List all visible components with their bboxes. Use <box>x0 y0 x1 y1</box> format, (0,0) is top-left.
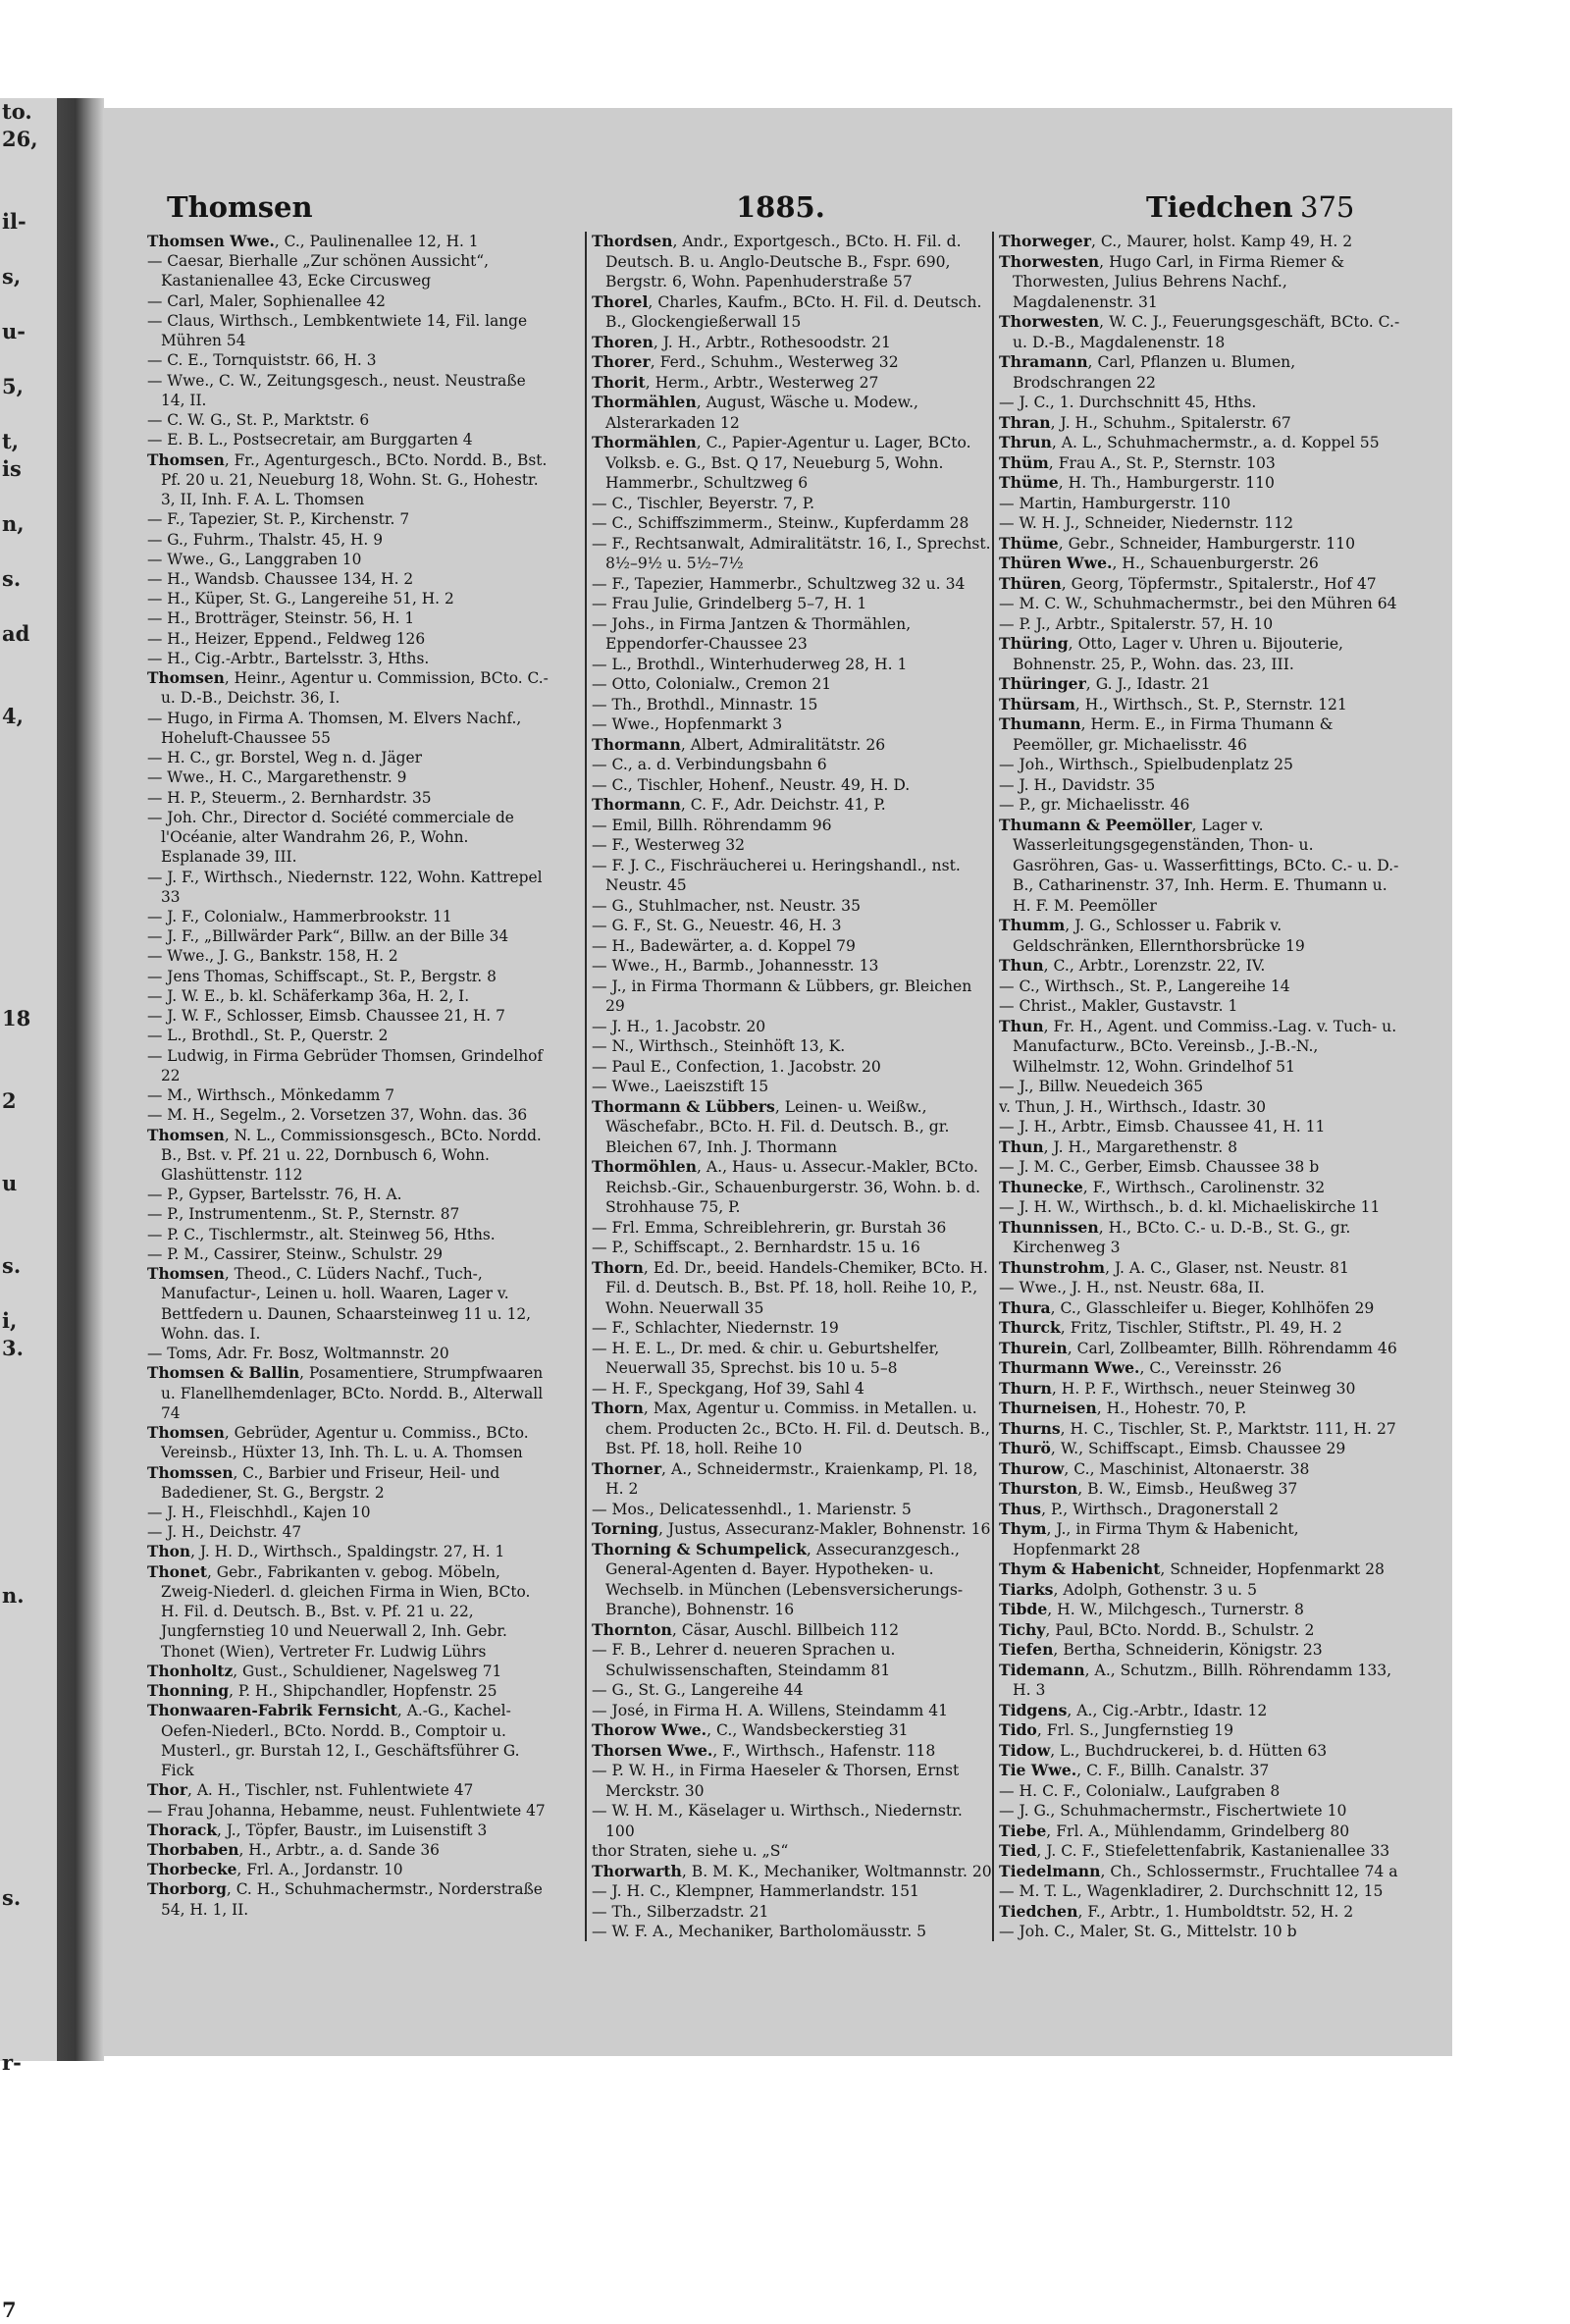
previous-page-fragment: 3. <box>2 1336 24 1360</box>
directory-entry: Thornton, Cäsar, Auschl. Billbeich 112 <box>592 1619 900 1639</box>
directory-entry: — J. C., 1. Durchschnitt 45, Hths. <box>999 394 1257 411</box>
directory-entry: Tidemann, A., Schutzm., Billh. Röhrendamm 133, H. 3 <box>999 1660 1392 1699</box>
directory-entry: — J. W. F., Schlosser, Eimsb. Chaussee 21, H. 7 <box>147 1007 505 1026</box>
previous-page-fragment <box>0 181 57 208</box>
directory-entry: Thordsen, Andr., Exportgesch., BCto. H. Fil. d. Deutsch. B. u. Anglo-Deutsche B., Fspr. 690, Bergstr. 6, Wohn. Papenhuderstraße 57 <box>592 232 962 290</box>
directory-entry: — M. H., Segelm., 2. Vorsetzen 37, Wohn. das. 36 <box>147 1106 528 1125</box>
previous-page-fragment <box>0 2104 57 2132</box>
directory-entry: v. Thun, J. H., Wirthsch., Idastr. 30 <box>999 1097 1267 1116</box>
previous-page-fragment: s. <box>2 1885 22 1910</box>
previous-page-fragment <box>0 236 57 263</box>
directory-entry: — J. H. W., Wirthsch., b. d. kl. Michaeliskirche 11 <box>999 1198 1381 1216</box>
directory-entry: Thorner, A., Schneidermstr., Kraienkamp, Pl. 18, H. 2 <box>592 1458 978 1498</box>
directory-entry: Tibde, H. W., Milchgesch., Turnerstr. 8 <box>999 1600 1304 1618</box>
directory-entry: — J. W. E., b. kl. Schäferkamp 36a, H. 2, I. <box>147 986 470 1005</box>
previous-page-fragment <box>0 840 57 868</box>
previous-page-fragment <box>0 1719 57 1747</box>
directory-entry: — Wwe., Laeiszstift 15 <box>592 1078 769 1095</box>
previous-page-fragment <box>0 1472 57 1500</box>
directory-entry: — L., Brothdl., Winterhuderweg 28, H. 1 <box>592 655 908 673</box>
directory-entry: — Christ., Makler, Gustavstr. 1 <box>999 997 1238 1015</box>
previous-page-fragment <box>0 2022 57 2049</box>
directory-entry: — H. C. F., Colonialw., Laufgraben 8 <box>999 1781 1281 1800</box>
previous-page-fragment <box>0 950 57 977</box>
directory-entry: Thor, A. H., Tischler, nst. Fuhlentwiete 47 <box>147 1781 474 1800</box>
directory-entry: Thonholtz, Gust., Schuldiener, Nagelsweg 71 <box>147 1662 502 1680</box>
previous-page-fragment <box>0 345 57 373</box>
previous-page-fragment <box>0 895 57 923</box>
previous-page-fragment: 2 <box>2 1088 17 1113</box>
directory-entry: — H., Brotträger, Steinstr. 56, H. 1 <box>147 609 415 628</box>
previous-page-fragment <box>0 2214 57 2242</box>
directory-entry: Thorweger, C., Maurer, holst. Kamp 49, H. 2 <box>999 232 1353 250</box>
directory-entry: Thormöhlen, A., Haus- u. Assecur.-Makler, BCto. Reichsb.-Gir., Schauenburgerstr. 36, Wohn. b. d. Strohhause 75, P. <box>592 1157 981 1216</box>
previous-page-fragment: 5, <box>2 374 24 398</box>
previous-page-fragment: u- <box>2 319 26 343</box>
previous-page-fragment: t, <box>2 429 20 453</box>
previous-page-fragment: i, <box>2 1308 18 1333</box>
column-divider <box>585 232 587 1941</box>
directory-entry: — Wwe., J. G., Bankstr. 158, H. 2 <box>147 947 398 966</box>
directory-entry: — Wwe., H., Barmb., Johannesstr. 13 <box>592 957 879 975</box>
directory-entry: Thürsam, H., Wirthsch., St. P., Sternstr. 121 <box>999 694 1347 713</box>
previous-page-edge <box>0 98 57 2322</box>
previous-page-fragment <box>0 977 57 1005</box>
directory-entry: Torning, Justus, Assecuranz-Makler, Bohnenstr. 16 <box>592 1519 991 1538</box>
previous-page-fragment <box>0 290 57 318</box>
directory-entry: Tidgens, A., Cig.-Arbtr., Idastr. 12 <box>999 1700 1268 1719</box>
page-number: 375 <box>1300 190 1355 224</box>
directory-entry: Thon, J. H. D., Wirthsch., Spaldingstr. 27, H. 1 <box>147 1543 505 1561</box>
directory-entry: — H., Heizer, Eppend., Feldweg 126 <box>147 629 426 648</box>
directory-entry: — L., Brothdl., St. P., Querstr. 2 <box>147 1027 389 1045</box>
previous-page-fragment <box>0 1637 57 1664</box>
directory-entry: — F. B., Lehrer d. neueren Sprachen u. Schulwissenschaften, Steindamm 81 <box>592 1641 896 1679</box>
directory-entry: — Hugo, in Firma A. Thomsen, M. Elvers Nachf., Hoheluft-Chaussee 55 <box>147 709 522 747</box>
directory-entry: Thorning & Schumpelick, Assecuranzgesch., General-Agenten d. Bayer. Hypotheken- u. Wechselb. in München (Lebensversicherungs-Branche), Bohnenstr. 16 <box>592 1539 964 1618</box>
directory-entry: — P., Gypser, Bartelsstr. 76, H. A. <box>147 1186 402 1204</box>
directory-entry: Thura, C., Glasschleifer u. Bieger, Kohlhöfen 29 <box>999 1297 1375 1317</box>
directory-entry: — Martin, Hamburgerstr. 110 <box>999 494 1230 512</box>
directory-entry: — J., in Firma Thormann & Lübbers, gr. Bleichen 29 <box>592 977 972 1015</box>
previous-page-fragment <box>0 1142 57 1170</box>
directory-entry: Thurneisen, H., Hohestr. 70, P. <box>999 1399 1247 1417</box>
previous-page-fragment <box>0 923 57 950</box>
directory-entry: Thurein, Carl, Zollbeamter, Billh. Röhrendamm 46 <box>999 1338 1397 1357</box>
directory-entry: — H., Küper, St. G., Langereihe 51, H. 2 <box>147 590 454 608</box>
directory-entry: — Mos., Delicatessenhdl., 1. Marienstr. 5 <box>592 1500 912 1518</box>
previous-page-fragment <box>0 1445 57 1472</box>
directory-entry: Thorwesten, Hugo Carl, in Firma Riemer & Thorwesten, Julius Behrens Nachf., Magdalenenstr. 31 <box>999 251 1345 311</box>
directory-entry: — Wwe., H. C., Margarethenstr. 9 <box>147 768 407 787</box>
directory-entry: — J. H., Arbtr., Eimsb. Chaussee 41, H. 11 <box>999 1118 1326 1136</box>
directory-entry: Thormählen, C., Papier-Agentur u. Lager, BCto. Volksb. e. G., Bst. Q 17, Neueburg 5, Wohn. Hammerbr., Schultzweg 6 <box>592 433 971 492</box>
directory-entry: Thunstrohm, J. A. C., Glaser, nst. Neustr. 81 <box>999 1257 1349 1277</box>
directory-entry: Tiedelmann, Ch., Schlossermstr., Fruchtallee 74 a <box>999 1861 1398 1880</box>
previous-page-fragment <box>0 1994 57 2022</box>
directory-entry: — Wwe., Hopfenmarkt 3 <box>592 715 783 733</box>
directory-entry: — Th., Silberzadstr. 21 <box>592 1902 769 1921</box>
directory-entry: Thüme, Gebr., Schneider, Hamburgerstr. 110 <box>999 533 1355 553</box>
previous-page-fragment <box>0 538 57 565</box>
directory-entry: Thormählen, August, Wäsche u. Modew., Alsterarkaden 12 <box>592 393 918 432</box>
book-binding-shadow <box>57 98 104 2061</box>
previous-page-fragment: 18 <box>2 1006 31 1030</box>
previous-page-fragment <box>0 1912 57 1939</box>
previous-page-fragment <box>0 1664 57 1692</box>
directory-entry: — P. J., Arbtr., Spitalerstr. 57, H. 10 <box>999 614 1274 633</box>
directory-entry: Thurow, C., Maschinist, Altonaerstr. 38 <box>999 1458 1310 1478</box>
directory-entry: Thorn, Ed. Dr., beeid. Handels-Chemiker, BCto. H. Fil. d. Deutsch. B., Bst. Pf. 18, holl. Reihe 10, P., Wohn. Neuerwall 35 <box>592 1257 988 1317</box>
directory-entry: — J. F., „Billwärder Park“, Billw. an der Bille 34 <box>147 927 509 946</box>
previous-page-fragment <box>0 1829 57 1857</box>
directory-entry: — Joh., Wirthsch., Spielbudenplatz 25 <box>999 756 1293 773</box>
previous-page-fragment <box>0 1857 57 1884</box>
directory-entry: Thomsen, Gebrüder, Agentur u. Commiss., BCto. Vereinsb., Hüxter 13, Inh. Th. L. u. A. Thomsen <box>147 1424 529 1462</box>
directory-column-1 <box>147 232 550 1920</box>
directory-entry: Thüringer, G. J., Idastr. 21 <box>999 674 1211 693</box>
directory-entry: Thonet, Gebr., Fabrikanten v. gebog. Möbeln, Zweig-Niederl. d. gleichen Firma in Wien, BCto. H. Fil. d. Deutsch. B., Bst. v. Pf. 21 u. 22, Jungfernstieg 10 und Neuerwall 2, Inh. Gebr. Thonet (Wien), Vertreter Fr. Ludwig Lührs <box>147 1562 531 1661</box>
directory-entry: Thurmann Wwe., C., Vereinsstr. 26 <box>999 1358 1282 1377</box>
directory-entry: Thoren, J. H., Arbtr., Rothesoodstr. 21 <box>592 332 891 351</box>
previous-page-fragment: n, <box>2 511 25 536</box>
directory-entry: — H., Badewärter, a. d. Koppel 79 <box>592 936 856 955</box>
directory-entry: — Joh. Chr., Director d. Société commerciale de l'Océanie, alter Wandrahm 26, P., Wohn. Esplanade 39, III. <box>147 808 514 867</box>
directory-entry: — P., gr. Michaelisstr. 46 <box>999 796 1190 814</box>
header-right-keyword: Tiedchen <box>1146 190 1293 224</box>
directory-entry: Thrun, A. L., Schuhmachermstr., a. d. Koppel 55 <box>999 433 1380 451</box>
directory-entry: — Wwe., G., Langgraben 10 <box>147 550 362 568</box>
directory-entry: — G., Stuhlmacher, nst. Neustr. 35 <box>592 896 861 915</box>
directory-entry: Thorbecke, Frl. A., Jordanstr. 10 <box>147 1861 403 1879</box>
directory-entry: Thomsen, Fr., Agenturgesch., BCto. Nordd. B., Bst. Pf. 20 u. 21, Neueburg 18, Wohn. St. G., Hohestr. 3, II, Inh. F. A. L. Thomsen <box>147 450 548 509</box>
directory-entry: Tiefen, Bertha, Schneiderin, Königstr. 23 <box>999 1640 1323 1659</box>
directory-entry: — F., Schlachter, Niedernstr. 19 <box>592 1319 839 1337</box>
previous-page-fragment <box>0 2242 57 2269</box>
directory-entry: Thorbaben, H., Arbtr., a. d. Sande 36 <box>147 1840 440 1859</box>
directory-entry: Thorwesten, W. C. J., Feuerungsgeschäft, BCto. C.- u. D.-B., Magdalenenstr. 18 <box>999 312 1400 351</box>
directory-entry: Thun, C., Arbtr., Lorenzstr. 22, IV. <box>999 956 1266 975</box>
previous-page-fragment <box>0 1692 57 1719</box>
directory-entry: — F., Tapezier, Hammerbr., Schultzweg 32 u. 34 <box>592 574 966 593</box>
directory-entry: — Johs., in Firma Jantzen & Thormählen, Eppendorfer-Chaussee 23 <box>592 614 912 653</box>
directory-entry: — Frl. Emma, Schreiblehrerin, gr. Burstah 36 <box>592 1218 947 1237</box>
previous-page-fragment <box>0 813 57 840</box>
directory-entry: — P., Schiffscapt., 2. Bernhardstr. 15 u. 16 <box>592 1239 920 1256</box>
directory-entry: — C., Tischler, Beyerstr. 7, P. <box>592 494 815 512</box>
directory-entry: Thüring, Otto, Lager v. Uhren u. Bijouterie, Bohnenstr. 25, P., Wohn. das. 23, III. <box>999 634 1344 673</box>
directory-entry: Thomssen, C., Barbier und Friseur, Heil- und Badediener, St. G., Bergstr. 2 <box>147 1463 500 1502</box>
directory-entry: Thomsen, Heinr., Agentur u. Commission, BCto. C.- u. D.-B., Deichstr. 36, I. <box>147 669 549 708</box>
directory-entry: — Th., Brothdl., Minnastr. 15 <box>592 695 818 713</box>
directory-entry: Thorack, J., Töpfer, Baustr., im Luisenstift 3 <box>147 1821 488 1839</box>
directory-entry: — C., a. d. Verbindungsbahn 6 <box>592 756 827 773</box>
directory-entry: — F., Westerweg 32 <box>592 836 746 854</box>
directory-entry: — H. E. L., Dr. med. & chir. u. Geburtshelfer, Neuerwall 35, Sprechst. bis 10 u. 5–8 <box>592 1339 940 1377</box>
running-header <box>147 189 1374 229</box>
directory-entry: — Emil, Billh. Röhrendamm 96 <box>592 816 832 834</box>
previous-page-fragment <box>0 1774 57 1802</box>
previous-page-fragment <box>0 785 57 813</box>
directory-entry: — F. J. C., Fischräucherei u. Heringshandl., nst. Neustr. 45 <box>592 856 961 894</box>
directory-entry: Thorit, Herm., Arbtr., Westerweg 27 <box>592 372 879 392</box>
directory-entry: — Toms, Adr. Fr. Bosz, Woltmannstr. 20 <box>147 1345 449 1363</box>
directory-entry: — P. M., Cassirer, Steinw., Schulstr. 29 <box>147 1244 444 1263</box>
previous-page-fragment <box>0 2269 57 2297</box>
previous-page-fragment: to. <box>2 99 32 124</box>
previous-page-fragment <box>0 1197 57 1225</box>
directory-entry: Thüm, Frau A., St. P., Sternstr. 103 <box>999 452 1276 472</box>
directory-entry: — H. P., Steuerm., 2. Bernhardstr. 35 <box>147 788 432 807</box>
directory-entry: Thorel, Charles, Kaufm., BCto. H. Fil. d. Deutsch. B., Glockengießerwall 15 <box>592 291 982 331</box>
directory-entry: Thurn, H. P. F., Wirthsch., neuer Steinweg 30 <box>999 1378 1356 1398</box>
directory-entry: — P. C., Tischlermstr., alt. Steinweg 56, Hths. <box>147 1225 496 1243</box>
previous-page-fragment <box>0 2187 57 2214</box>
directory-entry: — H. C., gr. Borstel, Weg n. d. Jäger <box>147 749 422 767</box>
previous-page-fragment <box>0 1555 57 1582</box>
directory-entry: Thurck, Fritz, Tischler, Stiftstr., Pl. 49, H. 2 <box>999 1318 1342 1337</box>
previous-page-fragment: il- <box>2 209 26 234</box>
directory-entry: Thurö, W., Schiffscapt., Eimsb. Chaussee 29 <box>999 1439 1346 1457</box>
directory-entry: — M. T. L., Wagenkladirer, 2. Durchschnitt 12, 15 <box>999 1882 1384 1900</box>
directory-entry: — J., Billw. Neuedeich 365 <box>999 1078 1204 1095</box>
directory-entry: — Caesar, Bierhalle „Zur schönen Aussicht“, Kastanienallee 43, Ecke Circusweg <box>147 252 490 290</box>
directory-entry: — W. F. A., Mechaniker, Bartholomäusstr. 5 <box>592 1923 927 1940</box>
directory-entry: — C., Tischler, Hohenf., Neustr. 49, H. D. <box>592 775 911 794</box>
directory-entry: — H., Cig.-Arbtr., Bartelsstr. 3, Hths. <box>147 649 430 667</box>
directory-entry: Thorer, Ferd., Schuhm., Westerweg 32 <box>592 352 899 371</box>
previous-page-fragment: 7 <box>2 2298 17 2322</box>
directory-entry: — P. W. H., in Firma Haeseler & Thorsen, Ernst Merckstr. 30 <box>592 1762 960 1800</box>
previous-page-fragment <box>0 483 57 510</box>
directory-entry: — Frau Julie, Grindelberg 5–7, H. 1 <box>592 595 867 612</box>
directory-entry: — Wwe., C. W., Zeitungsgesch., neust. Neustraße 14, II. <box>147 371 526 409</box>
directory-entry: Thus, P., Wirthsch., Dragonerstall 2 <box>999 1499 1280 1518</box>
previous-page-fragment <box>0 2132 57 2159</box>
directory-entry: — F., Tapezier, St. P., Kirchenstr. 7 <box>147 510 410 529</box>
directory-entry: Thumann & Peemöller, Lager v. Wasserleitungsgegenständen, Thon- u. Gasröhren, Gas- u. Wasserfittings, BCto. C.- u. D.-B., Catharinenstr. 37, Inh. Herm. E. Thumann u. H. F. M. Peemöller <box>999 815 1399 915</box>
directory-entry: — Carl, Maler, Sophienallee 42 <box>147 291 386 310</box>
directory-entry: Thym & Habenicht, Schneider, Hopfenmarkt 28 <box>999 1559 1385 1578</box>
previous-page-fragment <box>0 1939 57 1967</box>
directory-entry: Thunecke, F., Wirthsch., Carolinenstr. 32 <box>999 1177 1326 1196</box>
directory-entry: — Joh. C., Maler, St. G., Mittelstr. 10 b <box>999 1923 1297 1940</box>
directory-entry: — J. G., Schuhmachermstr., Fischertwiete 10 <box>999 1802 1347 1820</box>
directory-entry: — J. H., 1. Jacobstr. 20 <box>592 1017 766 1035</box>
directory-entry: — G. F., St. G., Neuestr. 46, H. 3 <box>592 917 842 934</box>
directory-entry: Tichy, Paul, BCto. Nordd. B., Schulstr. 2 <box>999 1619 1315 1639</box>
directory-entry: — Ludwig, in Firma Gebrüder Thomsen, Grindelhof 22 <box>147 1046 544 1084</box>
previous-page-fragment: r- <box>2 2050 22 2075</box>
directory-entry: — H., Wandsb. Chaussee 134, H. 2 <box>147 569 414 588</box>
directory-entry: Thonwaaren-Fabrik Fernsicht, A.-G., Kachel-Oefen-Niederl., BCto. Nordd. B., Comptoir u. Musterl., gr. Burstah 12, I., Geschäftsführer G. Fick <box>147 1702 520 1780</box>
previous-page-fragment <box>0 1747 57 1774</box>
directory-entry: — J. F., Wirthsch., Niedernstr. 122, Wohn. Kattrepel 33 <box>147 868 543 906</box>
directory-entry: — C., Wirthsch., St. P., Langereihe 14 <box>999 977 1290 995</box>
directory-entry: Thorborg, C. H., Schuhmachermstr., Norderstraße 54, H. 1, II. <box>147 1880 543 1919</box>
previous-page-fragment <box>0 2159 57 2187</box>
directory-entry: — G., St. G., Langereihe 44 <box>592 1681 804 1699</box>
directory-entry: Thran, J. H., Schuhm., Spitalerstr. 67 <box>999 412 1291 432</box>
directory-entry: Tidow, L., Buchdruckerei, b. d. Hütten 63 <box>999 1740 1328 1760</box>
directory-entry: Thomsen, N. L., Commissionsgesch., BCto. Nordd. B., Bst. v. Pf. 21 u. 22, Dornbusch 6, Wohn. Glashüttenstr. 112 <box>147 1126 542 1185</box>
directory-entry: Thym, J., in Firma Thym & Habenicht, Hopfenmarkt 28 <box>999 1519 1299 1558</box>
directory-entry: Thorn, Max, Agentur u. Commiss. in Metallen. u. chem. Producten 2c., BCto. H. Fil. d. Deutsch. B., Bst. Pf. 18, holl. Reihe 10 <box>592 1399 991 1457</box>
directory-entry: — Wwe., J. H., nst. Neustr. 68a, II. <box>999 1279 1265 1296</box>
directory-entry: — M. C. W., Schuhmachermstr., bei den Mühren 64 <box>999 595 1397 612</box>
directory-entry: — Claus, Wirthsch., Lembkentwiete 14, Fil. lange Mühren 54 <box>147 311 528 350</box>
directory-entry: Thormann, Albert, Admiralitätstr. 26 <box>592 734 886 754</box>
previous-page-fragment: u <box>2 1171 18 1195</box>
previous-page-fragment <box>0 675 57 703</box>
directory-entry: Tied, J. C. F., Stiefelettenfabrik, Kastanienallee 33 <box>999 1841 1390 1860</box>
previous-page-fragment <box>0 400 57 428</box>
previous-page-fragment: is <box>2 456 22 481</box>
directory-entry: Thramann, Carl, Pflanzen u. Blumen, Brodschrangen 22 <box>999 352 1296 392</box>
previous-page-fragment: s. <box>2 1253 22 1278</box>
directory-entry: — Otto, Colonialw., Cremon 21 <box>592 675 832 693</box>
previous-page-fragment <box>0 1280 57 1307</box>
directory-entry: — J. H., Deichstr. 47 <box>147 1523 302 1542</box>
previous-page-fragment: ad <box>2 621 30 646</box>
directory-entry: — J. M. C., Gerber, Eimsb. Chaussee 38 b <box>999 1158 1320 1176</box>
previous-page-fragment <box>0 1802 57 1829</box>
directory-entry: Thun, J. H., Margarethenstr. 8 <box>999 1136 1238 1156</box>
directory-entry: — Paul E., Confection, 1. Jacobstr. 20 <box>592 1057 881 1076</box>
directory-entry: Thüme, H. Th., Hamburgerstr. 110 <box>999 473 1275 492</box>
previous-page-fragment: s. <box>2 566 22 591</box>
directory-entry: Thumann, Herm. E., in Firma Thumann & Peemöller, gr. Michaelisstr. 46 <box>999 714 1334 754</box>
directory-entry: Thomsen & Ballin, Posamentiere, Strumpfwaaren u. Flanellhemdenlager, BCto. Nordd. B., Alterwall 74 <box>147 1364 544 1422</box>
directory-entry: Tiedchen, F., Arbtr., 1. Humboldtstr. 52, H. 2 <box>999 1901 1354 1921</box>
previous-page-fragment: 4, <box>2 704 24 728</box>
directory-entry: Thurns, H. C., Tischler, St. P., Marktstr. 111, H. 27 <box>999 1418 1396 1438</box>
previous-page-fragment: s, <box>2 264 22 289</box>
directory-entry: — C. W. G., St. P., Marktstr. 6 <box>147 411 370 430</box>
directory-entry: Thun, Fr. H., Agent. und Commiss.-Lag. v. Tuch- u. Manufacturw., BCto. Vereinsb., J.-B.-N., Wilhelmstr. 12, Wohn. Grindelhof 51 <box>999 1016 1397 1076</box>
directory-entry: Thonning, P. H., Shipchandler, Hopfenstr. 25 <box>147 1682 497 1701</box>
directory-column-3 <box>999 232 1401 1942</box>
directory-entry: Tiarks, Adolph, Gothenstr. 3 u. 5 <box>999 1579 1258 1599</box>
previous-page-fragment <box>0 1610 57 1637</box>
previous-page-fragment <box>0 1967 57 1994</box>
directory-column-2 <box>592 232 994 1942</box>
previous-page-fragment <box>0 2077 57 2104</box>
directory-entry: Thomsen Wwe., C., Paulinenallee 12, H. 1 <box>147 233 479 250</box>
directory-entry: — M., Wirthsch., Mönkedamm 7 <box>147 1086 395 1105</box>
previous-page-fragment <box>0 1060 57 1087</box>
directory-entry: — H. F., Speckgang, Hof 39, Sahl 4 <box>592 1379 864 1398</box>
directory-entry: Thorow Wwe., C., Wandsbeckerstieg 31 <box>592 1720 909 1739</box>
previous-page-fragment <box>0 1390 57 1417</box>
previous-page-fragment <box>0 868 57 895</box>
directory-entry: — C., Schiffszimmerm., Steinw., Kupferdamm 28 <box>592 514 969 532</box>
directory-entry: Thurston, B. W., Eimsb., Heußweg 37 <box>999 1479 1298 1498</box>
directory-entry: Thomsen, Theod., C. Lüders Nachf., Tuch-, Manufactur-, Leinen u. holl. Waaren, Lager v. Bettfedern u. Daunen, Schaarsteinweg 11 u. 12, Wohn. das. I. <box>147 1265 532 1343</box>
directory-entry: — J. F., Colonialw., Hammerbrookstr. 11 <box>147 907 452 925</box>
previous-page-fragment <box>0 1417 57 1445</box>
previous-page-fragment <box>0 1362 57 1390</box>
directory-entry: — W. H. M., Käselager u. Wirthsch., Niedernstr. 100 <box>592 1802 963 1840</box>
previous-page-fragment <box>0 648 57 675</box>
directory-entry: Tiebe, Frl. A., Mühlendamm, Grindelberg 80 <box>999 1821 1350 1840</box>
directory-entry: — N., Wirthsch., Steinhöft 13, K. <box>592 1037 846 1055</box>
directory-entry: Thüren Wwe., H., Schauenburgerstr. 26 <box>999 554 1319 572</box>
directory-entry: Thormann, C. F., Adr. Deichstr. 41, P. <box>592 795 886 814</box>
header-year: 1885. <box>736 190 825 224</box>
directory-entry: Tie Wwe., C. F., Billh. Canalstr. 37 <box>999 1761 1270 1779</box>
directory-entry: — F., Rechtsanwalt, Admiralitätstr. 16, I., Sprechst. 8½–9½ u. 5½–7½ <box>592 534 991 572</box>
directory-entry: Thunnissen, H., BCto. C.- u. D.-B., St. G., gr. Kirchenweg 3 <box>999 1217 1351 1256</box>
directory-entry: — J. H., Davidstr. 35 <box>999 775 1156 794</box>
directory-entry: — Frau Johanna, Hebamme, neust. Fuhlentwiete 47 <box>147 1801 546 1820</box>
directory-entry: — P., Instrumentenm., St. P., Sternstr. 87 <box>147 1205 460 1224</box>
directory-entry: Thüren, Georg, Töpfermstr., Spitalerstr., Hof 47 <box>999 573 1377 593</box>
previous-page-fragment <box>0 1032 57 1060</box>
directory-entry: — E. B. L., Postsecretair, am Burggarten 4 <box>147 431 473 449</box>
previous-page-fragment <box>0 1500 57 1527</box>
directory-entry: Thorwarth, B. M. K., Mechaniker, Woltmannstr. 20 <box>592 1861 992 1880</box>
directory-entry: Tido, Frl. S., Jungfernstieg 19 <box>999 1720 1234 1739</box>
previous-page-fragment <box>0 1527 57 1555</box>
header-left-keyword: Thomsen <box>167 190 313 224</box>
directory-entry: — W. H. J., Schneider, Niedernstr. 112 <box>999 514 1294 532</box>
directory-entry: thor Straten, siehe u. „S“ <box>592 1842 789 1860</box>
previous-page-fragment <box>0 758 57 785</box>
directory-entry: — G., Fuhrm., Thalstr. 45, H. 9 <box>147 530 384 549</box>
previous-page-fragment <box>0 730 57 758</box>
previous-page-fragment <box>0 593 57 620</box>
previous-page-fragment <box>0 153 57 181</box>
directory-entry: — José, in Firma H. A. Willens, Steindamm 41 <box>592 1701 949 1719</box>
directory-entry: — Jens Thomas, Schiffscapt., St. P., Bergstr. 8 <box>147 967 497 985</box>
previous-page-fragment: n. <box>2 1583 25 1608</box>
previous-page-fragment <box>0 1225 57 1252</box>
directory-entry: — J. H., Fleischhdl., Kajen 10 <box>147 1504 371 1521</box>
directory-entry: — C. E., Tornquiststr. 66, H. 3 <box>147 351 377 370</box>
directory-entry: — J. H. C., Klempner, Hammerlandstr. 151 <box>592 1882 919 1900</box>
directory-entry: Thormann & Lübbers, Leinen- u. Weißw., Wäschefabr., BCto. H. Fil. d. Deutsch. B., gr. Bleichen 67, Inh. J. Thormann <box>592 1096 950 1156</box>
directory-entry: Thorsen Wwe., F., Wirthsch., Hafenstr. 118 <box>592 1740 936 1760</box>
previous-page-fragment: 26, <box>2 127 38 151</box>
directory-entry: Thumm, J. G., Schlosser u. Fabrik v. Geldschränken, Ellernthorsbrücke 19 <box>999 916 1305 955</box>
previous-page-fragment <box>0 1115 57 1142</box>
